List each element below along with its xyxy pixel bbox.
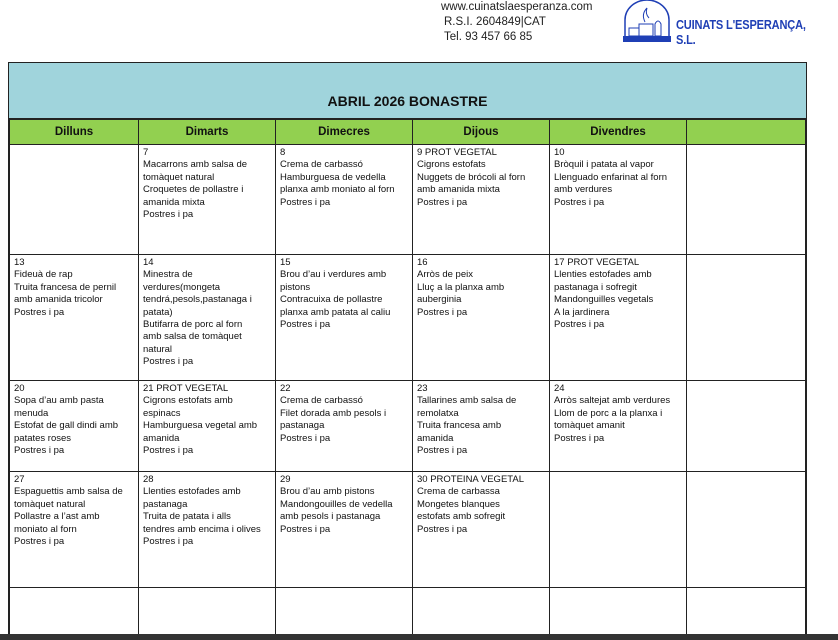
day-cell [413,588,550,636]
week-row [10,588,806,636]
menu-line: Postres i pa [280,432,331,444]
menu-line: amanida mixta [143,196,205,208]
day-number: 16 [417,257,428,268]
menu-table [9,119,806,636]
menu-line: Bròquil i patata al vapor [554,159,654,171]
menu-line: A la jardinera [554,306,610,318]
contact-info [441,0,593,45]
menu-line: Arròs de peix [417,269,473,281]
menu-line: Lluç a la planxa amb [417,281,505,293]
menu-line: amb pesols i pastanaga [280,511,381,523]
menu-line: Truita de patata i alls [143,511,231,523]
day-header: Dimarts [139,120,276,145]
menu-line: Llom de porc a la planxa i [554,407,663,419]
day-number: 9 PROT VEGETAL [417,147,497,158]
menu-line: tendrá,pesols,pastanaga i [143,294,252,306]
menu-line: Tallarines amb salsa de [417,395,517,407]
menu-line: Arròs saltejat amb verdures [554,395,671,407]
menu-line: Espaguettis amb salsa de [14,486,123,498]
week-row [10,472,806,588]
menu-line: Postres i pa [14,306,65,318]
day-cell [687,381,806,472]
day-header: Dimecres [276,120,413,145]
day-number: 30 PROTEINA VEGETAL [417,474,525,485]
day-cell [687,255,806,381]
day-cell [413,255,550,381]
menu-line: pastanaga [143,498,188,510]
menu-line: tomàquet natural [143,171,215,183]
menu-line: Minestra de [143,269,193,281]
day-number: 8 [280,147,286,158]
menu-line: Postres i pa [143,356,194,368]
day-number: 14 [143,257,154,268]
menu-line: tendres amb encima i olives [143,523,261,535]
menu-line: tomàquet natural [14,498,86,510]
day-cell [276,255,413,381]
menu-title: ABRIL 2026 BONASTRE [9,63,806,119]
menu-line: Llenguado enfarinat al forn [554,171,668,183]
day-header: Divendres [550,120,687,145]
menu-line: amb amanida tricolor [14,294,103,306]
menu-line: verdures(mongeta [143,281,221,293]
day-number: 28 [143,474,154,485]
day-cell [10,588,139,636]
menu-line: amanida [417,432,454,444]
menu-line: Mandonguilles vegetals [554,294,654,306]
day-number: 24 [554,383,565,394]
menu-line: Truita francesa de pernil [14,281,117,293]
day-number: 17 PROT VEGETAL [554,257,640,268]
menu-line: amb amanida mixta [417,184,500,196]
day-number: 15 [280,257,291,268]
menu-line: Truita francesa amb [417,420,502,432]
day-cell [276,381,413,472]
menu-line: Postres i pa [280,196,331,208]
menu-line: Butifarra de porc al forn [143,319,243,331]
day-cell [276,145,413,255]
menu-line: Postres i pa [554,319,605,331]
menu-line: Nuggets de brócoli al forn [417,171,526,183]
day-cell [413,145,550,255]
day-cell [139,588,276,636]
menu-line: Hamburguesa de vedella [280,171,386,183]
day-cell [550,588,687,636]
menu-line: Mandongouilles de vedella [280,498,393,510]
day-cell [139,255,276,381]
menu-line: menuda [14,407,49,419]
day-header: Dilluns [10,120,139,145]
menu-line: Postres i pa [417,445,468,457]
day-number: 29 [280,474,291,485]
day-cell [139,472,276,588]
menu-line: Macarrons amb salsa de [143,159,248,171]
day-cell [10,255,139,381]
menu-line: Crema de carbassó [280,159,363,171]
day-cell [413,472,550,588]
menu-line: Postres i pa [143,536,194,548]
day-cell [10,145,139,255]
week-row [10,145,806,255]
menu-line: Crema de carbassó [280,395,363,407]
menu-line: Postres i pa [280,523,331,535]
menu-line: Hamburguesa vegetal amb [143,420,258,432]
menu-line: Postres i pa [554,196,605,208]
menu-line: Crema de carbassa [417,486,500,498]
week-row [10,381,806,472]
menu-line: planxa amb patata al caliu [280,306,391,318]
day-number: 10 [554,147,565,158]
day-number: 7 [143,147,149,158]
day-number: 27 [14,474,25,485]
day-cell [139,381,276,472]
day-number: 13 [14,257,25,268]
menu-line: Fideuà de rap [14,269,73,281]
menu-line: Sopa d’au amb pasta [14,395,104,407]
rsi-number: R.S.I. 2604849|CAT [444,16,546,28]
menu-sheet [8,62,807,637]
menu-line: auberginia [417,294,462,306]
menu-line: pastanaga [280,420,325,432]
menu-line: Brou d’au amb pistons [280,486,375,498]
day-header: Dijous [413,120,550,145]
day-cell [276,588,413,636]
day-cell [276,472,413,588]
day-cell [10,472,139,588]
menu-line: amanida [143,432,180,444]
day-number: 21 PROT VEGETAL [143,383,229,394]
brand-name: CUINATS L'ESPERANÇA, S.L. [676,17,806,47]
menu-line: pastanaga i sofregit [554,281,637,293]
menu-line: Brou d’au i verdures amb [280,269,387,281]
menu-line: espinacs [143,407,181,419]
menu-line: Postres i pa [14,536,65,548]
menu-line: amb salsa de tomàquet [143,331,242,343]
menu-line: Croquetes de pollastre i [143,184,244,196]
menu-line: patata) [143,306,173,318]
menu-line: estofats amb sofregit [417,511,506,523]
menu-line: amb verdures [554,184,613,196]
day-header [687,120,806,145]
day-number: 23 [417,383,428,394]
day-cell [550,255,687,381]
week-row [10,255,806,381]
menu-line: Cigrons estofats [417,159,486,171]
menu-line: patates roses [14,432,72,444]
day-number: 20 [14,383,25,394]
menu-line: Postres i pa [14,445,65,457]
menu-line: natural [143,343,173,355]
menu-line: Filet dorada amb pesols i [280,407,387,419]
menu-line: planxa amb moniato al forn [280,184,395,196]
day-cell [550,472,687,588]
day-cell [550,381,687,472]
menu-line: remolatxa [417,407,459,419]
menu-line: Postres i pa [417,196,468,208]
day-cell [10,381,139,472]
menu-line: Cigrons estofats amb [143,395,233,407]
day-number: 22 [280,383,291,394]
day-cell [687,145,806,255]
day-cell [550,145,687,255]
menu-line: Postres i pa [417,306,468,318]
day-cell [139,145,276,255]
day-cell [413,381,550,472]
menu-line: Llenties estofades amb [143,486,241,498]
menu-line: Postres i pa [417,523,468,535]
menu-line: Postres i pa [554,432,605,444]
company-logo-icon [619,0,675,44]
menu-line: pistons [280,281,311,293]
menu-line: Llenties estofades amb [554,269,652,281]
phone-number: Tel. 93 457 66 85 [444,31,533,43]
menu-line: Mongetes blanques [417,498,500,510]
menu-line: Estofat de gall dindi amb [14,420,119,432]
menu-line: Postres i pa [143,445,194,457]
day-cell [687,588,806,636]
day-cell [687,472,806,588]
menu-line: Postres i pa [143,209,194,221]
menu-line: Postres i pa [280,319,331,331]
menu-line: Pollastre a l’ast amb [14,511,100,523]
bottom-bar [0,634,838,640]
website-link[interactable]: www.cuinatslaesperanza.com [441,1,593,13]
menu-line: Contracuixa de pollastre [280,294,383,306]
menu-line: moniato al forn [14,523,77,535]
menu-line: tomàquet amanit [554,420,625,432]
